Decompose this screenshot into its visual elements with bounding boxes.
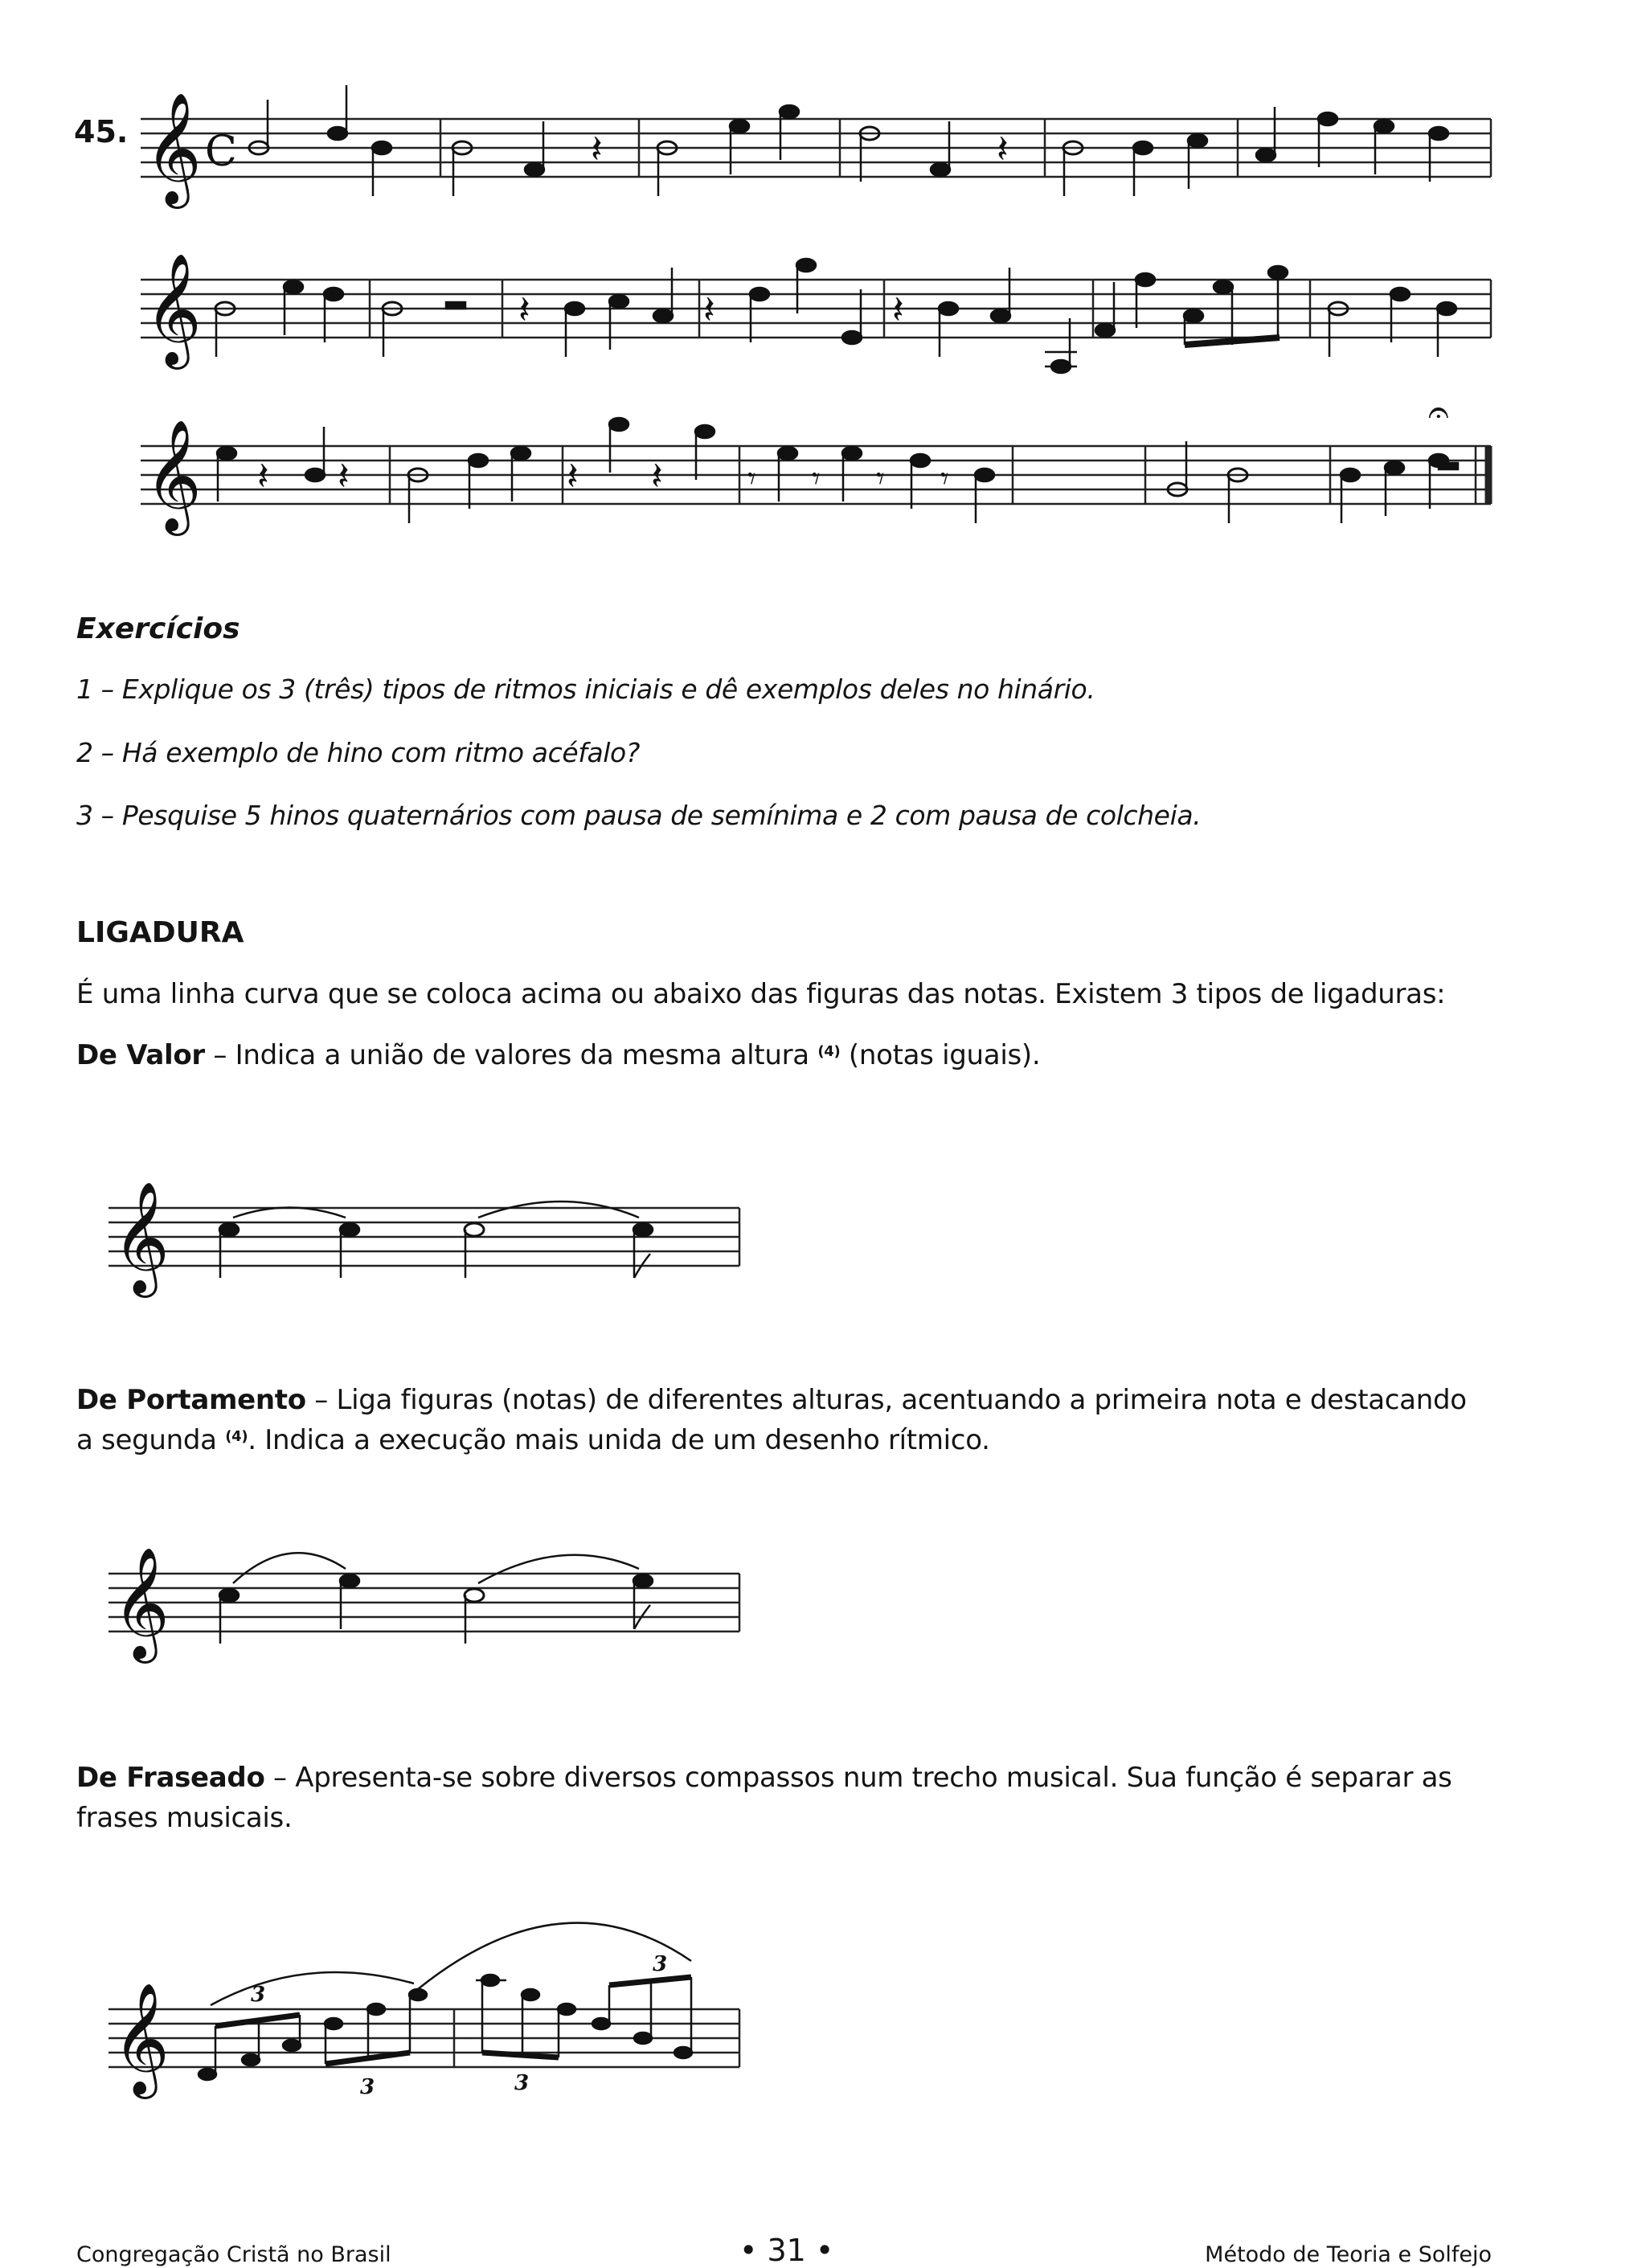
de-valor-paragraph: De Valor – Indica a união de valores da mesma altura $^{(4)}$ (notas iguais).: [76, 1039, 1041, 1071]
exercise-item: 1 – Explique os 3 (três) tipos de ritmos iniciais e dê exemplos deles no hinário.: [76, 673, 1095, 705]
svg-text:𝄐: 𝄐: [1428, 390, 1449, 433]
treble-clef-icon: 𝄞: [113, 1983, 170, 2094]
svg-text:3: 3: [360, 2075, 375, 2099]
de-portamento-label: De Portamento: [76, 1384, 306, 1416]
de-valor-label: De Valor: [76, 1039, 205, 1071]
svg-text:𝄾: 𝄾: [876, 461, 885, 497]
de-portamento-paragraph: De Portamento – Liga figuras (notas) de diferentes alturas, acentuando a primeira nota e destacando a segunda $^{(4)}$. Indica a execução mais unida de um desenho rítmico.: [76, 1384, 1467, 1456]
svg-text:𝄽: 𝄽: [591, 127, 603, 172]
svg-text:𝄽: 𝄽: [338, 454, 350, 499]
svg-text:𝄽: 𝄽: [651, 454, 663, 499]
svg-text:𝄾: 𝄾: [812, 461, 821, 497]
footer-right: Método de Teoria e Solfejo: [1205, 2242, 1492, 2267]
svg-text:3: 3: [514, 2071, 530, 2095]
treble-clef-icon: 𝄞: [145, 420, 202, 531]
svg-text:𝄽: 𝄽: [257, 454, 269, 499]
svg-text:𝄾: 𝄾: [940, 461, 949, 497]
svg-text:𝄽: 𝄽: [703, 288, 715, 333]
exercise-number: 45.: [74, 114, 129, 149]
ligadura-heading: LIGADURA: [76, 916, 244, 949]
exercises-heading: Exercícios: [76, 612, 240, 645]
exercise-item: 3 – Pesquise 5 hinos quaternários com pausa de semínima e 2 com pausa de colcheia.: [76, 800, 1202, 831]
treble-clef-icon: 𝄞: [145, 92, 202, 204]
svg-text:𝄽: 𝄽: [997, 127, 1009, 172]
svg-text:3: 3: [251, 1983, 266, 2007]
treble-clef-icon: 𝄞: [113, 1547, 170, 1659]
exercise-item: 2 – Há exemplo de hino com ritmo acéfalo?: [76, 737, 640, 768]
time-signature: C: [205, 128, 237, 176]
page-number: • 31 •: [739, 2233, 834, 2268]
de-fraseado-paragraph: De Fraseado – Apresenta-se sobre diversos compassos num trecho musical. Sua função é separar as frases musicais.: [76, 1762, 1452, 1834]
svg-text:𝄽: 𝄽: [892, 288, 904, 333]
ligadura-intro: É uma linha curva que se coloca acima ou abaixo das figuras das notas. Existem 3 tipos de ligaduras:: [76, 978, 1446, 1010]
svg-text:𝄾: 𝄾: [747, 461, 756, 497]
svg-text:𝄽: 𝄽: [518, 288, 530, 333]
treble-clef-icon: 𝄞: [145, 253, 202, 365]
de-fraseado-label: De Fraseado: [76, 1762, 265, 1794]
svg-text:𝄽: 𝄽: [567, 454, 579, 499]
treble-clef-icon: 𝄞: [113, 1181, 170, 1293]
svg-text:3: 3: [653, 1952, 668, 1976]
footer-left: Congregação Cristã no Brasil: [76, 2242, 391, 2267]
